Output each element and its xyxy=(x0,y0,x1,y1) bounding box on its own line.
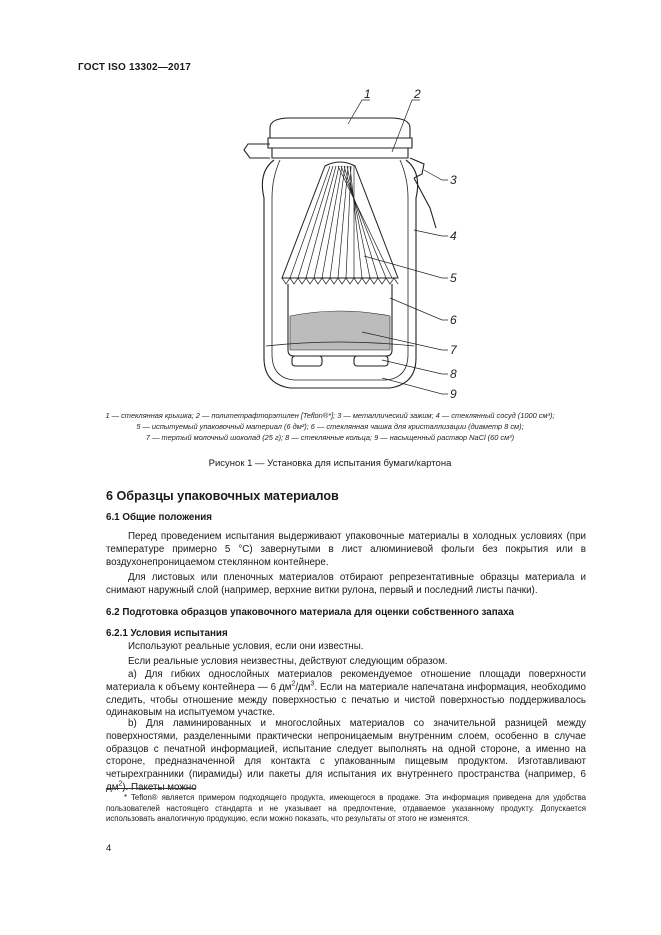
item-b-sup: 2 xyxy=(118,780,123,788)
figure-legend-line-3: 7 — тертый молочный шоколад (25 г); 8 — стеклянные кольца; 9 — насыщенный раствор NaCl (60 см³) xyxy=(145,433,515,442)
callout-3: 3 xyxy=(450,173,457,187)
page-number: 4 xyxy=(106,843,112,854)
item-a-text-1: а) Для гибких однослойных материалов рекомендуемое отношение площади поверхности материала к объему контейнера — 6 дм xyxy=(106,669,586,693)
callout-5: 5 xyxy=(450,271,457,285)
document-header: ГОСТ ISO 13302—2017 xyxy=(78,62,192,73)
item-b-text-1: b) Для ламинированных и многослойных материалов со значительной разницей между поверхностями, разделенными практически непроницаемым внутренним слоем, особенно в случае образцов с печатной информацией, испытание следует выполнять на одной стороне, а именно на стороне, предназначенной для контакта с упакованным пищевым продуктом. Изготавливают четырехгранники (пирамиды) или пакеты для испытания их внутреннего пространства (например, 6 дм xyxy=(106,718,586,793)
figure-jar-apparatus xyxy=(230,88,470,408)
metal-clamp xyxy=(244,144,270,158)
callout-7: 7 xyxy=(450,343,457,357)
item-a-sup-2: 3 xyxy=(310,680,315,688)
section-6-title: 6 Образцы упаковочных материалов xyxy=(106,489,339,503)
callout-8: 8 xyxy=(450,367,457,381)
item-b-text-2: ). Пакеты можно xyxy=(122,781,197,793)
callout-9: 9 xyxy=(450,387,457,401)
figure-caption: Рисунок 1 — Установка для испытания бумаги/картона xyxy=(208,458,452,469)
glass-ring-right xyxy=(354,356,388,366)
item-a-text-2: /дм xyxy=(295,681,311,693)
item-a-sup-1: 2 xyxy=(291,680,296,688)
section-6-2-title: 6.2 Подготовка образцов упаковочного материала для оценки собственного запаха xyxy=(106,607,514,618)
callout-2: 2 xyxy=(414,88,421,101)
glass-ring-left xyxy=(292,356,322,366)
callout-1: 1 xyxy=(364,88,371,101)
section-6-2-1-item-a xyxy=(106,669,586,720)
footnote: * Teflon® является примером подходящего продукта, имеющегося в продаже. Эта информация приведена для удобства пользователей настоящего стандарта и не указывает на предпочтение, отдаваемое указанному продукту. Допускается использовать аналогичную продукцию, если можно показать, что результаты от этого не изменятся. xyxy=(106,793,586,824)
figure-legend-line-1: 1 — стеклянная крышка; 2 — политетрафторэтилен [Teflon®*]; 3 — металлический зажим; 4 — стеклянный сосуд (1000 см³); xyxy=(105,411,555,420)
section-6-1-paragraph-1: Перед проведением испытания выдерживают упаковочные материалы в холодных условиях (при температуре примерно 5 °С) завернутыми в лист алюминиевой фольги без покрытия или в воздухонепроницаемом стеклянном контейнере. xyxy=(106,531,586,568)
callout-4: 4 xyxy=(450,229,457,243)
glass-lid xyxy=(270,118,410,138)
section-6-2-1-title: 6.2.1 Условия испытания xyxy=(106,628,228,639)
glass-vessel xyxy=(262,160,417,388)
section-6-2-1-paragraph-1: Используют реальные условия, если они известны. xyxy=(128,641,364,652)
section-6-1-title: 6.1 Общие положения xyxy=(106,512,213,523)
callout-6: 6 xyxy=(450,313,457,327)
section-6-2-1-item-b xyxy=(106,718,586,795)
footnote-separator xyxy=(106,788,196,789)
figure-legend-line-2: 5 — испытуемый упаковочный материал (6 дм²); 6 — стеклянная чашка для кристаллизации (диаметр 8 см); xyxy=(136,422,524,431)
item-a-text-3: . Если на материале напечатана информация, необходимо следить, чтобы отношение между поверхностью с печатью и чистой поверхностью поддерживалось одинаковым на испытуемом участке. xyxy=(106,681,586,719)
section-6-1-paragraph-2: Для листовых или пленочных материалов отбирают репрезентативные образцы материала и снимают наружный слой (например, верхние витки рулона, первый и последний листы пачки). xyxy=(106,572,586,596)
grated-chocolate xyxy=(290,311,390,350)
test-material-cone xyxy=(282,162,398,284)
section-6-2-1-paragraph-2: Если реальные условия неизвестны, действуют следующим образом. xyxy=(128,656,448,667)
